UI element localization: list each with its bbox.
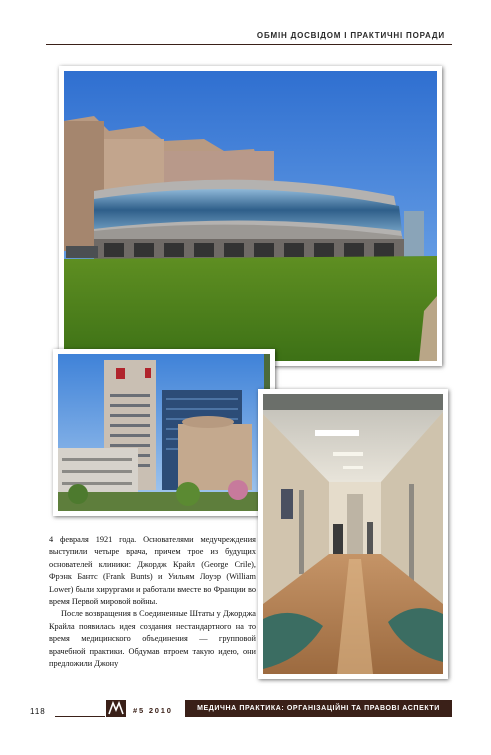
photo-hospital-corridor <box>258 389 448 679</box>
section-title: ОБМІН ДОСВІДОМ І ПРАКТИЧНІ ПОРАДИ <box>256 31 445 40</box>
hospital-corridor-image <box>263 394 443 674</box>
footer-divider <box>55 716 105 717</box>
clinic-tower-image <box>58 354 270 511</box>
article-text <box>49 534 256 670</box>
clinic-exterior-image <box>64 71 437 361</box>
photo-clinic-tower <box>53 349 275 516</box>
journal-title-band <box>185 700 452 717</box>
header-divider <box>46 44 452 45</box>
journal-logo-icon <box>106 700 126 717</box>
article-paragraph: 4 февраля 1921 года. Основателями медучреждения выступили четыре врача, причем трое из будущих основателей клиники: Джордж Крайл (George Crile), Фрэнк Бантс (Frank Bunts) и Уильям Лоуэр (William Lower) были хирургами и работали вместе во Франции во время Первой мировой войны. <box>49 535 256 607</box>
issue-number: #5 2010 <box>133 706 173 715</box>
article-paragraph: После возвращения в Соединенные Штаты у Джорджа Крайла появилась идея создания нестандартного на то время медицинского объединения — групповой врачебной практики. Обдумав втроем такую идею, они предложили Джону <box>49 609 256 669</box>
page-number: 118 <box>30 707 46 716</box>
photo-clinic-exterior <box>59 66 442 366</box>
journal-title: МЕДИЧНА ПРАКТИКА: ОРГАНІЗАЦІЙНІ ТА ПРАВОВІ АСПЕКТИ <box>197 705 440 712</box>
